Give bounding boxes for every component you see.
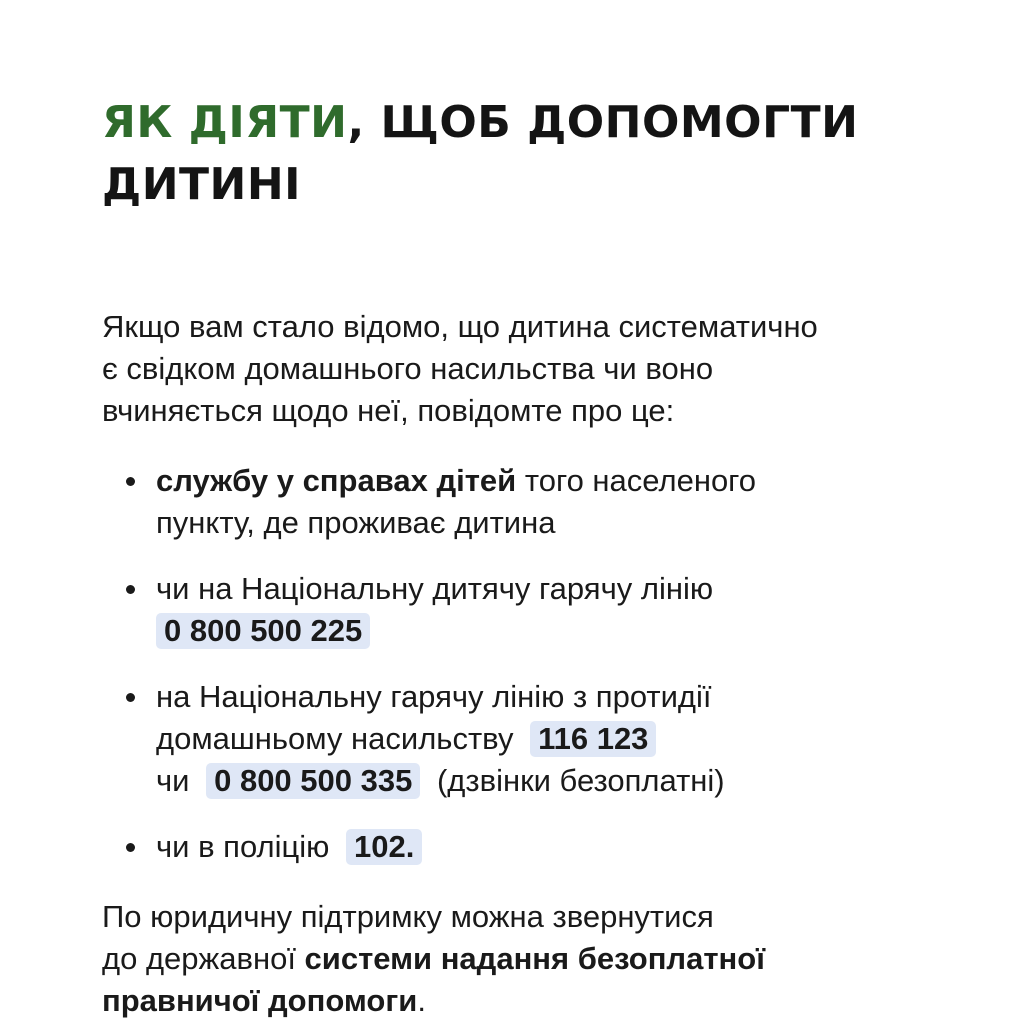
list-item-children-service — [102, 460, 962, 544]
intro-line3: вчиняється щодо неї, повідомте про це: — [102, 393, 675, 428]
legal-aid-system-name: правничої допомоги — [102, 983, 418, 1018]
outro-line3-end: . — [417, 983, 426, 1018]
child-hotline-phone[interactable]: 0 800 500 225 — [156, 613, 370, 649]
violence-hotline-phone2[interactable]: 0 800 500 335 — [206, 763, 420, 799]
violence-hotline-line2: домашньому насильству — [156, 721, 514, 756]
title-line2: ДИТИНІ — [102, 159, 302, 210]
list-item-police — [102, 826, 962, 868]
violence-hotline-or: чи — [156, 763, 190, 798]
outro-line1: По юридичну підтримку можна звернутися — [102, 899, 714, 934]
list-item-child-hotline — [102, 568, 962, 652]
info-card — [102, 92, 962, 1022]
title-rest: , ЩОБ ДОПОМОГТИ — [347, 97, 859, 148]
violence-hotline-line1: на Національну гарячу лінію з протидії — [156, 679, 712, 714]
page-title — [102, 92, 962, 216]
contact-list — [102, 460, 962, 868]
intro-line2: є свідком домашнього насильства чи воно — [102, 351, 714, 386]
children-service-line2: пункту, де проживає дитина — [156, 505, 556, 540]
outro-paragraph — [102, 896, 962, 1022]
police-phone[interactable]: 102. — [346, 829, 422, 865]
outro-line2-bold: системи надання безоплатної — [304, 941, 765, 976]
intro-line1: Якщо вам стало відомо, що дитина систематично — [102, 309, 818, 344]
intro-paragraph — [102, 306, 962, 432]
children-service-rest: того населеного — [516, 463, 757, 498]
outro-line2-normal: до державної — [102, 941, 305, 976]
police-text: чи в поліцію — [156, 829, 330, 864]
children-service-label: службу у справах дітей — [156, 463, 517, 498]
list-item-violence-hotline — [102, 676, 962, 802]
violence-hotline-phone1[interactable]: 116 123 — [530, 721, 656, 757]
child-hotline-text: чи на Національну дитячу гарячу лінію — [156, 571, 714, 606]
title-accent: ЯК ДІЯТИ — [102, 97, 348, 148]
violence-hotline-note: (дзвінки безоплатні) — [436, 763, 725, 798]
